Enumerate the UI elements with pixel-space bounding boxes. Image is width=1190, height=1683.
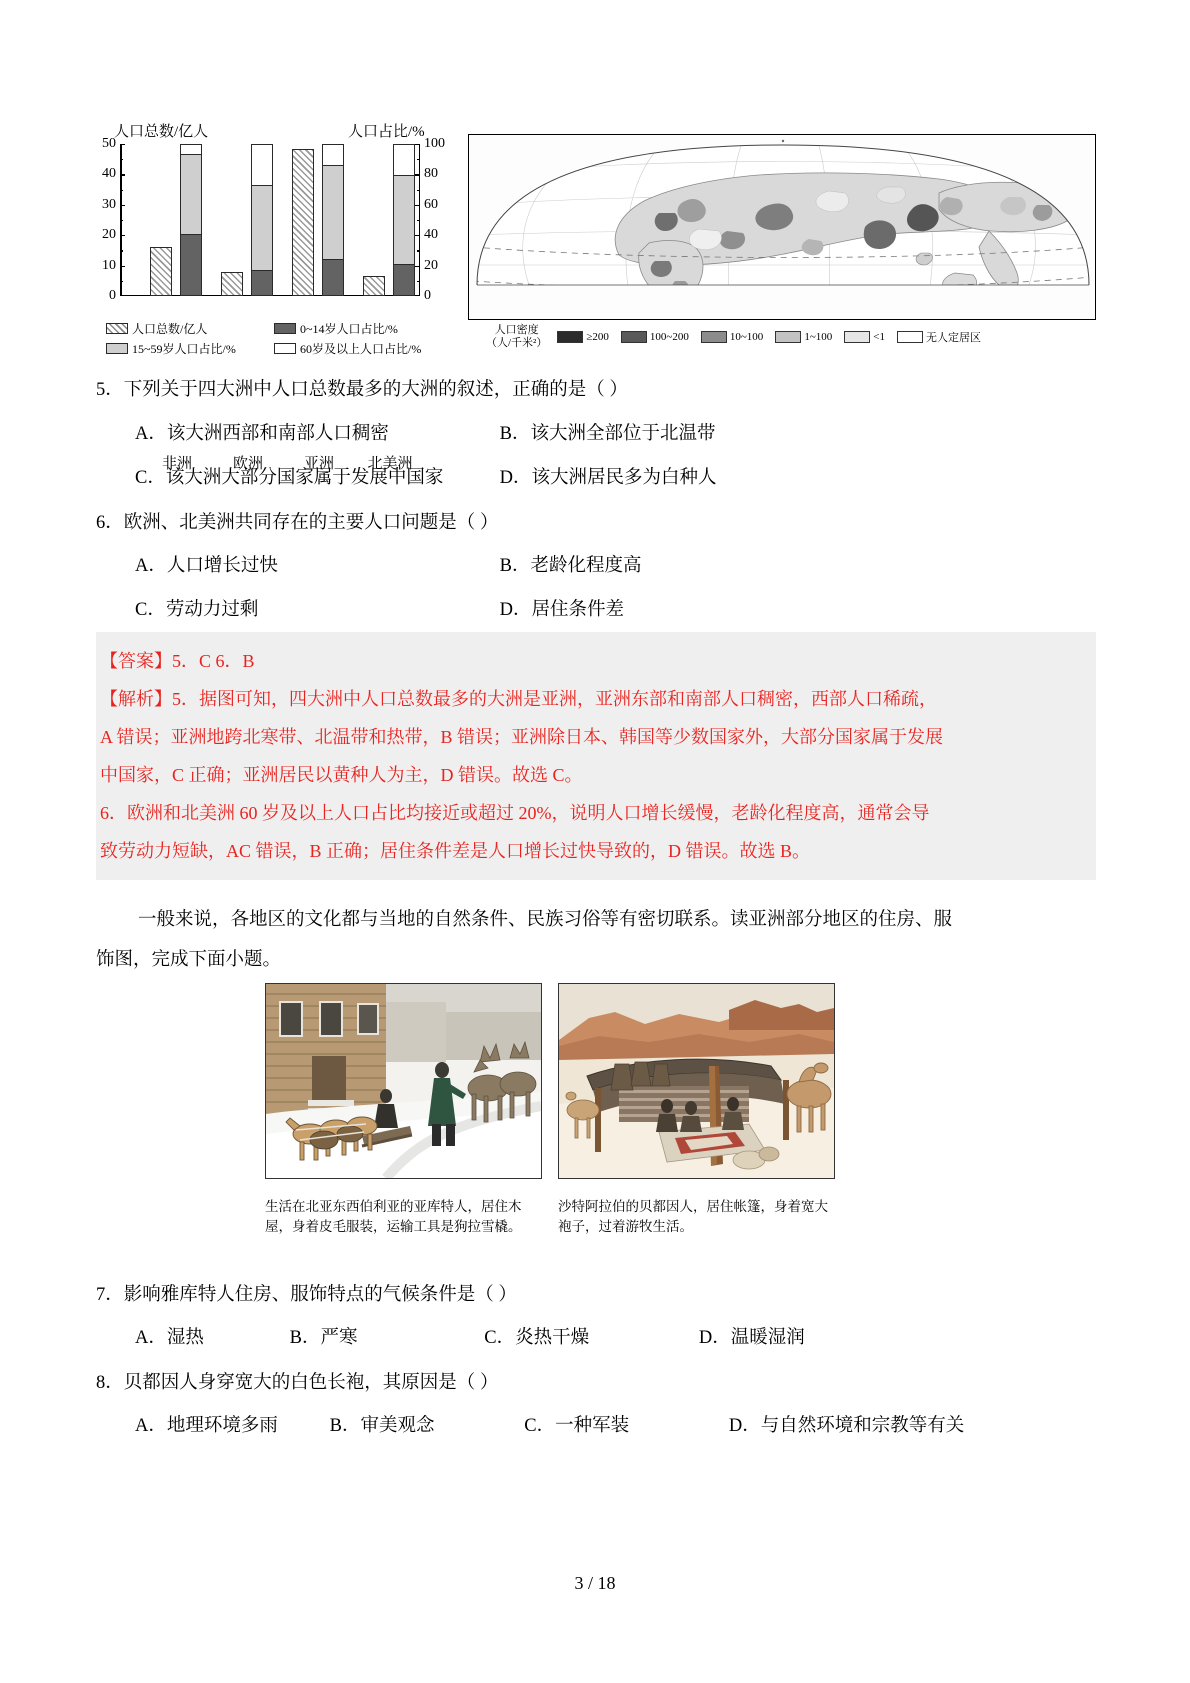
q5-option-b[interactable]: B．该大洲全部位于北温带 <box>499 424 716 444</box>
x-label-namerica: 北美洲 <box>367 456 413 472</box>
question-6 <box>96 508 498 534</box>
seg-old-europe <box>252 145 272 185</box>
question-5-options-row2 <box>135 463 1035 489</box>
legend-item-total <box>106 320 274 337</box>
legend-item-mid <box>106 340 274 357</box>
analysis-line-2: A 错误；亚洲地跨北寒带、北温带和热带，B 错误；亚洲除日本、韩国等少数国家外，大部分国家属于发展 <box>100 727 944 747</box>
seg-old-africa <box>181 145 201 154</box>
question-6-stem: 欧洲、北美洲共同存在的主要人口问题是（ ） <box>123 513 499 533</box>
map-swatch-10-100-icon <box>701 331 727 343</box>
q6-option-d[interactable]: D．居住条件差 <box>499 600 624 620</box>
legend-item-old <box>274 340 456 357</box>
answer-text: 5．C 6．B <box>172 651 255 671</box>
legend-swatch-white-icon <box>274 343 296 354</box>
question-8-options-row <box>135 1411 1035 1437</box>
yakut-photo-caption: 生活在北亚东西伯利亚的亚库特人，居住木屋，身着皮毛服装，运输工具是狗拉雪橇。 <box>265 1199 522 1234</box>
answer-explanation-block <box>96 632 1096 880</box>
map-legend-label-3: 1~100 <box>804 330 833 343</box>
y-right-tick-100: 100 <box>424 136 445 151</box>
question-7-options-row <box>135 1323 1035 1349</box>
question-5-stem: 下列关于四大洲中人口总数最多的大洲的叙述，正确的是（ ） <box>123 380 628 400</box>
map-legend <box>486 324 1096 349</box>
bar-total-africa <box>150 247 172 296</box>
q8-option-a[interactable]: A．地理环境多雨 <box>135 1416 278 1436</box>
yakut-photo <box>265 983 542 1179</box>
analysis-line-3: 中国家，C 正确；亚洲居民以黄种人为主，D 错误。故选 C。 <box>100 765 583 785</box>
y-left-tick-40: 40 <box>102 166 116 182</box>
question-8-number: 8． <box>96 1373 124 1393</box>
yakut-photo-svg <box>266 984 541 1178</box>
bar-stack-africa <box>180 144 202 296</box>
question-8-stem: 贝都因人身穿宽大的白色长袍，其原因是（ ） <box>123 1373 499 1393</box>
q6-option-b[interactable]: B．老龄化程度高 <box>499 556 642 576</box>
bar-stack-namerica <box>393 144 415 296</box>
legend-label-total: 人口总数/亿人 <box>132 322 208 336</box>
legend-swatch-dark-icon <box>274 323 296 334</box>
y-left-tick-10: 10 <box>102 257 116 273</box>
x-label-north-america: 亚洲 <box>303 456 334 472</box>
seg-old-asia <box>323 145 343 165</box>
question-5-options-row1 <box>135 419 1035 445</box>
map-legend-title <box>486 324 547 349</box>
seg-mid-namerica <box>394 175 414 265</box>
question-5 <box>96 375 628 401</box>
map-legend-item-5 <box>897 329 981 345</box>
map-legend-item-3 <box>775 331 832 343</box>
y-left-tick-30: 30 <box>102 196 116 212</box>
seg-young-africa <box>181 235 201 295</box>
q7-option-c[interactable]: C．炎热干燥 <box>484 1328 590 1348</box>
q5-option-d[interactable]: D．该大洲居民多为白种人 <box>499 468 717 488</box>
legend-item-young <box>274 320 456 337</box>
y-left-tick-0: 0 <box>109 288 116 303</box>
bar-total-europe <box>221 272 243 296</box>
question-8 <box>96 1368 498 1394</box>
analysis-label: 【解析】 <box>100 689 172 709</box>
map-legend-label-0: ≥200 <box>586 330 609 343</box>
question-6-number: 6． <box>96 513 124 533</box>
bar-total-namerica <box>363 276 385 296</box>
x-label-europe: 欧洲 <box>232 456 263 472</box>
map-legend-label-4: <1 <box>873 330 885 343</box>
bedouin-photo-caption: 沙特阿拉伯的贝都因人，居住帐篷，身着宽大袍子，过着游牧生活。 <box>558 1199 828 1234</box>
question-6-options-row2 <box>135 595 1035 621</box>
map-swatch-ge200-icon <box>557 331 583 343</box>
question-7-number: 7． <box>96 1285 124 1305</box>
map-legend-label-2: 10~100 <box>729 330 764 343</box>
y-left-tick-20: 20 <box>102 227 116 243</box>
population-density-map <box>468 134 1096 349</box>
legend-swatch-grey-icon <box>106 343 128 354</box>
bedouin-photo-svg <box>559 984 834 1178</box>
seg-mid-asia <box>323 165 343 260</box>
intro-paragraph-line1: 一般来说，各地区的文化都与当地的自然条件、民族习俗等有密切联系。读亚洲部分地区的住房、服 <box>138 910 953 930</box>
y-right-tick-40: 40 <box>424 227 438 243</box>
seg-young-asia <box>323 260 343 295</box>
analysis-line-5: 致劳动力短缺，AC 错误，B 正确；居住条件差是人口增长过快导致的，D 错误。故选 B。 <box>100 841 811 861</box>
map-swatch-100-200-icon <box>621 331 647 343</box>
q5-option-a[interactable]: A．该大洲西部和南部人口稠密 <box>135 424 389 444</box>
map-legend-item-1 <box>621 331 689 343</box>
intro-paragraph-line2: 饰图，完成下面小题。 <box>96 950 282 970</box>
bar-stack-europe <box>251 144 273 296</box>
map-swatch-uninhabited-icon <box>897 331 923 343</box>
map-legend-label-1: 100~200 <box>649 330 689 343</box>
q7-option-d[interactable]: D．温暖湿润 <box>698 1328 805 1348</box>
answer-label: 【答案】 <box>100 651 172 671</box>
map-legend-title-line2: （人/千米²） <box>486 336 548 349</box>
seg-young-europe <box>252 271 272 295</box>
bar-stack-asia <box>322 144 344 296</box>
seg-mid-europe <box>252 185 272 271</box>
page-footer: 3 / 18 <box>574 1573 616 1593</box>
y-right-tick-60: 60 <box>424 196 438 212</box>
answer-line <box>100 642 1092 680</box>
question-6-options-row1 <box>135 551 1035 577</box>
chart-legend <box>106 320 456 357</box>
seg-old-namerica <box>394 145 414 175</box>
y-right-tick-80: 80 <box>424 166 438 182</box>
map-canvas <box>468 134 1096 320</box>
q5-option-c[interactable]: C．该大洲大部分国家属于发展中国家 <box>135 468 444 488</box>
photo-row <box>265 983 835 1188</box>
map-legend-item-4 <box>844 331 885 343</box>
q6-option-a[interactable]: A．人口增长过快 <box>135 556 278 576</box>
q8-option-b[interactable]: B．审美观念 <box>329 1416 435 1436</box>
q8-option-d[interactable]: D．与自然环境和宗教等有关 <box>728 1416 965 1436</box>
legend-swatch-hatch-icon <box>106 323 128 334</box>
map-legend-title-line1: 人口密度 <box>494 324 539 336</box>
y-right-tick-0: 0 <box>424 288 431 303</box>
analysis-line-4: 6．欧洲和北美洲 60 岁及以上人口占比均接近或超过 20%，说明人口增长缓慢，老龄化程度高，通常会导 <box>100 803 930 823</box>
analysis-line-1 <box>100 680 1092 718</box>
legend-label-young: 0~14岁人口占比/% <box>300 322 398 336</box>
question-7 <box>96 1280 517 1306</box>
q7-option-a[interactable]: A．湿热 <box>135 1328 204 1348</box>
bedouin-photo <box>558 983 835 1179</box>
chart-left-axis-title: 人口总数/亿人 <box>114 124 209 140</box>
map-swatch-1-100-icon <box>775 331 801 343</box>
question-5-number: 5． <box>96 380 124 400</box>
question-7-stem: 影响雅库特人住房、服饰特点的气候条件是（ ） <box>123 1285 517 1305</box>
analysis-text-1: 5．据图可知，四大洲中人口总数最多的大洲是亚洲，亚洲东部和南部人口稠密，西部人口稀疏， <box>172 689 937 709</box>
map-legend-item-2 <box>701 331 763 343</box>
legend-label-mid: 15~59岁人口占比/% <box>132 342 236 356</box>
chart-right-axis-title: 人口占比/% <box>348 124 425 140</box>
map-legend-label-5: 无人定居区 <box>925 331 981 344</box>
x-label-africa: 非洲 <box>161 456 192 472</box>
map-svg <box>469 135 1096 320</box>
q6-option-c[interactable]: C．劳动力过剩 <box>135 600 259 620</box>
y-right-tick-20: 20 <box>424 257 438 273</box>
map-legend-item-0 <box>557 331 609 343</box>
bar-total-asia <box>292 149 314 296</box>
seg-mid-africa <box>181 154 201 235</box>
map-swatch-lt1-icon <box>844 331 870 343</box>
y-left-tick-50: 50 <box>102 136 116 151</box>
q8-option-c[interactable]: C．一种军装 <box>524 1416 630 1436</box>
legend-label-old: 60岁及以上人口占比/% <box>300 342 422 356</box>
seg-young-namerica <box>394 265 414 295</box>
q7-option-b[interactable]: B．严寒 <box>289 1328 358 1348</box>
